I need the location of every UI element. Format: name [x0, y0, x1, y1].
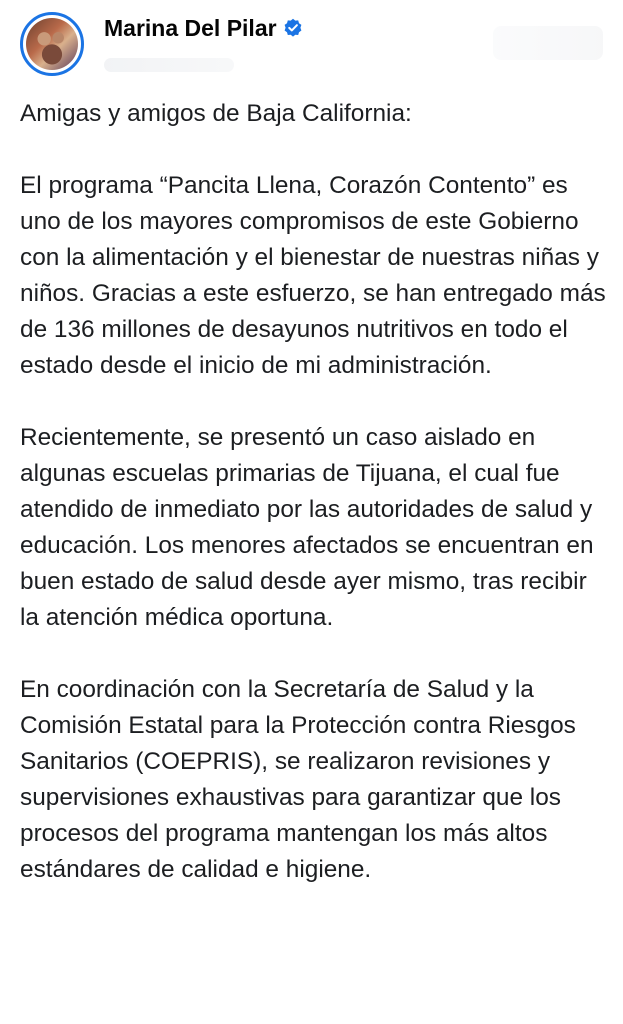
author-name[interactable]: Marina Del Pilar [104, 15, 277, 41]
avatar-photo [26, 18, 78, 70]
author-avatar[interactable] [20, 12, 84, 76]
post-paragraph-program: El programa “Pancita Llena, Corazón Contento” es uno de los mayores compromisos de este Gobierno con la alimentación y el bienestar de nuestras niñas y niños. Gracias a este esfuerzo, se han entregado más de 136 millones de desayunos nutritivos en todo el estado desde el inicio de mi administración. [20, 172, 606, 379]
author-name-row [104, 14, 303, 42]
verified-badge-icon [283, 18, 303, 38]
post-header [20, 10, 603, 82]
post-paragraph-greeting: Amigas y amigos de Baja California: [20, 100, 412, 127]
post-text [20, 96, 610, 888]
post-paragraph-coordination: En coordinación con la Secretaría de Salud y la Comisión Estatal para la Protección contra Riesgos Sanitarios (COEPRIS), se realizaron revisiones y supervisiones exhaustivas para garantizar que los procesos del programa mantengan los más altos estándares de calidad e higiene. [20, 676, 576, 883]
header-actions-blurred [493, 26, 603, 60]
post-meta-blurred [104, 58, 234, 72]
post-paragraph-incident: Recientemente, se presentó un caso aislado en algunas escuelas primarias de Tijuana, el cual fue atendido de inmediato por las autoridades de salud y educación. Los menores afectados se encuentran en buen estado de salud desde ayer mismo, tras recibir la atención médica oportuna. [20, 424, 594, 631]
